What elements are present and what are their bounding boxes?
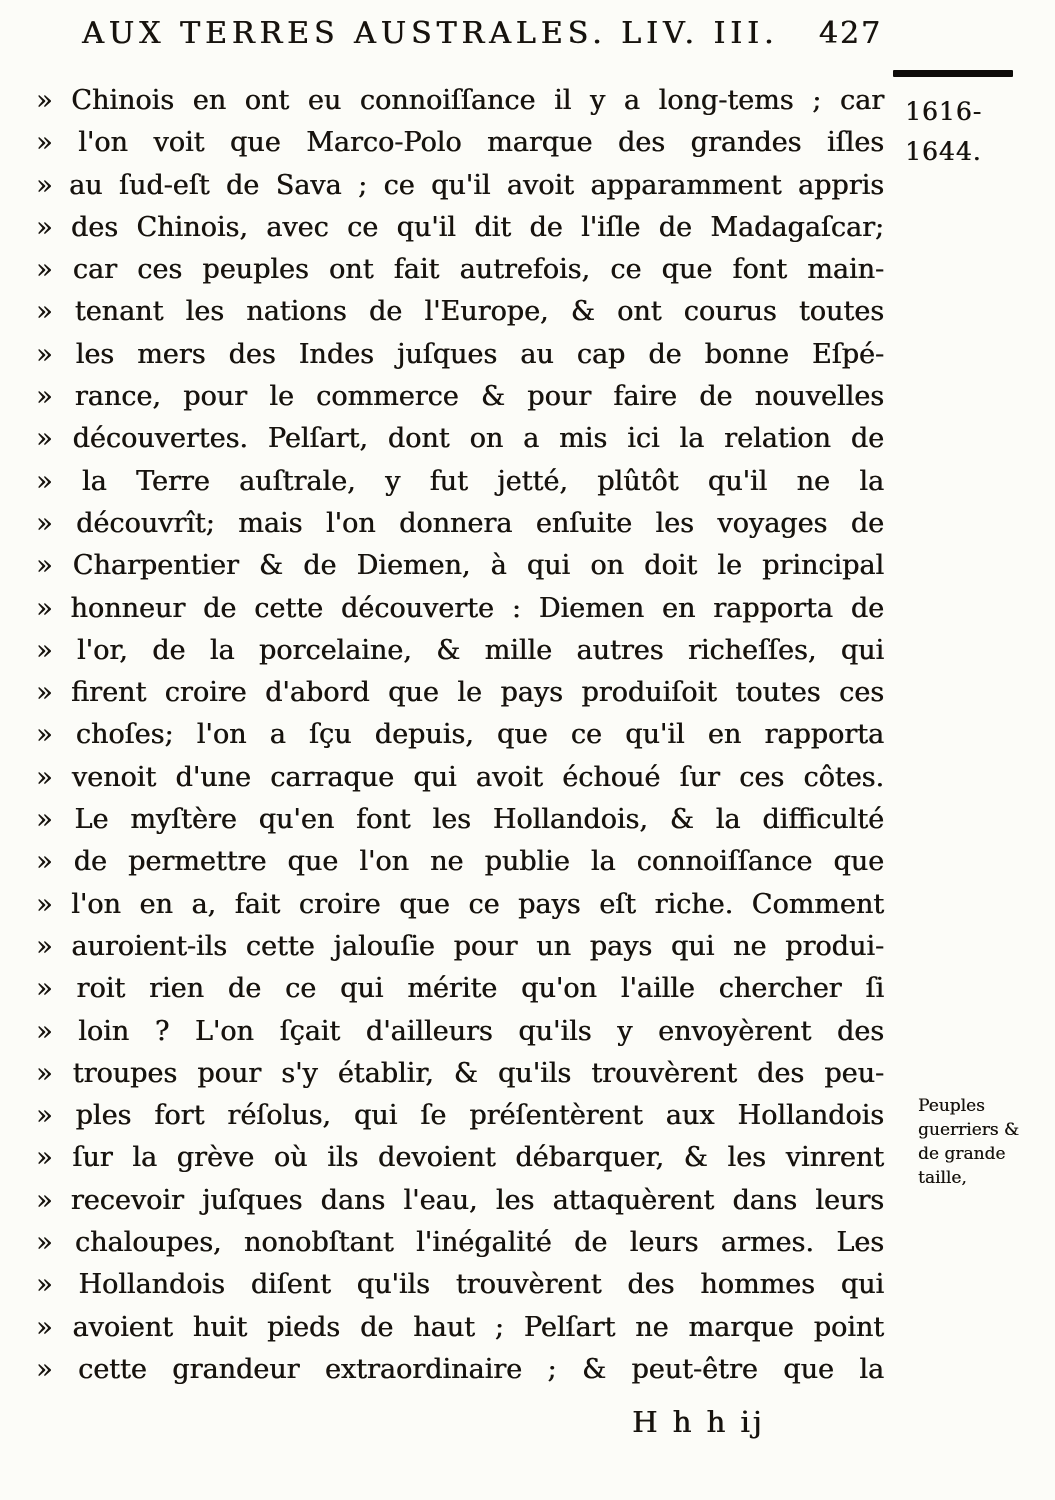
body-line: » cette grandeur extraordinaire ; & peut-être que la: [36, 1353, 884, 1385]
body-line: » choſes; l'on a ſçu depuis, que ce qu'il en rapporta: [36, 719, 884, 751]
body-line: » avoient huit pieds de haut ; Pelſart ne marque point: [36, 1311, 884, 1343]
body-line: » auroient-ils cette jalouſie pour un pays qui ne produi-: [36, 930, 884, 962]
body-line: » l'on en a, fait croire que ce pays eſt riche. Comment: [36, 888, 884, 920]
body-line: » de permettre que l'on ne publie la connoiſſance que: [36, 846, 884, 878]
running-title: AUX TERRES AUSTRALES. LIV. III.: [82, 16, 779, 51]
body-text: [36, 80, 884, 1391]
margin-note-line: taille,: [918, 1168, 967, 1188]
margin-date-note: [905, 92, 1035, 172]
body-line: » les mers des Indes juſques au cap de bonne Eſpé-: [36, 338, 884, 370]
margin-date-line: 1616-: [905, 97, 983, 126]
body-line: » Chinois en ont eu connoiſſance il y a long-tems ; car: [36, 85, 884, 116]
body-line: » car ces peuples ont fait autrefois, ce que font main-: [36, 254, 884, 286]
body-line: » recevoir juſques dans l'eau, les attaquèrent dans leurs: [36, 1184, 884, 1216]
body-line: » Le myſtère qu'en font les Hollandois, & la difficulté: [36, 804, 884, 836]
body-line: » troupes pour s'y établir, & qu'ils trouvèrent des peu-: [36, 1057, 884, 1089]
margin-note-line: guerriers &: [918, 1120, 1020, 1140]
body-line: » firent croire d'abord que le pays produiſoit toutes ces: [36, 677, 884, 709]
body-line: » l'or, de la porcelaine, & mille autres richeſſes, qui: [36, 634, 884, 666]
body-line: » rance, pour le commerce & pour faire de nouvelles: [36, 381, 884, 413]
body-line: » roit rien de ce qui mérite qu'on l'aille chercher ſi: [36, 973, 884, 1005]
margin-note-line: Peuples: [918, 1096, 985, 1116]
body-line: » venoit d'une carraque qui avoit échoué ſur ces côtes.: [36, 761, 884, 793]
page-header: [82, 16, 882, 51]
body-line: » honneur de cette découverte : Diemen en rapporta de: [36, 592, 884, 624]
body-line: » chaloupes, nonobſtant l'inégalité de leurs armes. Les: [36, 1227, 884, 1259]
body-line: » découvertes. Pelſart, dont on a mis ici la relation de: [36, 423, 884, 455]
margin-note-line: de grande: [918, 1144, 1006, 1164]
body-line: » loin ? L'on ſçait d'ailleurs qu'ils y envoyèrent des: [36, 1015, 884, 1047]
body-line: » l'on voit que Marco-Polo marque des grandes iſles: [36, 127, 884, 159]
body-line: » tenant les nations de l'Europe, & ont courus toutes: [36, 296, 884, 328]
catchword: H h h ij: [632, 1405, 765, 1439]
body-line: » Charpentier & de Diemen, à qui on doit le principal: [36, 550, 884, 582]
margin-rule: [893, 70, 1013, 77]
body-line: » au ſud-eſt de Sava ; ce qu'il avoit apparamment appris: [36, 169, 884, 201]
body-line: » la Terre auſtrale, y fut jetté, plûtôt qu'il ne la: [36, 465, 884, 497]
body-line: » ſur la grève où ils devoient débarquer, & les vinrent: [36, 1142, 884, 1174]
margin-side-note: [918, 1094, 1048, 1190]
page-number: 427: [818, 16, 882, 51]
body-line: » Hollandois diſent qu'ils trouvèrent des hommes qui: [36, 1269, 884, 1301]
body-line: » ples fort réſolus, qui ſe préſentèrent aux Hollandois: [36, 1100, 884, 1132]
margin-date-line: 1644.: [905, 137, 982, 166]
body-line: » découvrît; mais l'on donnera enſuite les voyages de: [36, 507, 884, 539]
body-line: » des Chinois, avec ce qu'il dit de l'iſle de Madagaſcar;: [36, 211, 884, 243]
